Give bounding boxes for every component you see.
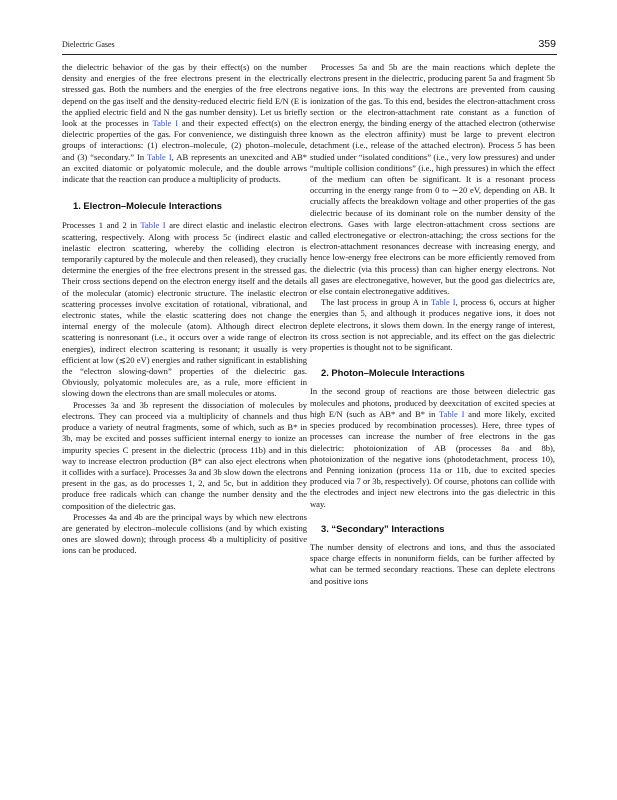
paragraph-text: , process 6, occurs at higher energies than 5, and although it produces negative ions, it does not deplete electrons, it slows them down. In the energy range of interest, its cross section is not appreciable, and its effect on the gas dielectric properties is thought not to be significant. xyxy=(310,297,555,353)
left-column xyxy=(62,62,307,557)
table-i-link[interactable]: Table I xyxy=(438,408,465,419)
paragraph-text: The last process in group A in xyxy=(321,297,431,308)
paragraph-text: are direct elastic and inelastic electron scattering, respectively. Along with process 5c (indirect elastic and inelastic electron scattering, whereby the colliding electron is temporarily captured by the molecule and then released), they crucially determine the energies of the free electrons present in the stressed gas. Their cross sections depend on the electron energy itself and the details of the molecular (atomic) electronic structure. The inelastic electron scattering processes involve excitation of rotational, vibrational, and electronic states, while the elastic scattering does not change the internal energy of the molecule (atom). Although direct electron scattering is nonresonant (i.e., it occurs over a wide range of electron energies), indirect electron scattering is resonant; it usually is very efficient at low (≲20 eV) energies and rather significant in establishing the “electron slowing-down” properties of the dielectric gas. Obviously, polyatomic molecules are, as a rule, more efficient in slowing down the electrons than are small molecules or atoms. xyxy=(62,220,308,399)
paragraph xyxy=(62,220,307,399)
paragraph-text: and their expected effect(s) on the dielectric properties of the gas. For convenience, we distinguish three groups of interactions: (1) electron–molecule, (2) photon–molecule, and (3) “secondary.” In xyxy=(62,118,307,162)
paragraph-text: , AB represents an unexcited and AB* an excited diatomic or polyatomic molecule, and the double arrows indicate that the reaction can produce a multiplicity of products. xyxy=(62,151,308,185)
spacer xyxy=(62,211,307,220)
table-i-link[interactable]: Table I xyxy=(146,151,172,162)
section-heading-photon-molecule: 2. Photon–Molecule Interactions xyxy=(321,367,465,379)
table-i-link[interactable]: Table I xyxy=(140,220,166,231)
paragraph xyxy=(310,386,555,509)
right-column xyxy=(310,62,555,587)
paragraph xyxy=(62,62,307,185)
spacer xyxy=(310,378,555,386)
spacer xyxy=(310,353,555,367)
section-heading-secondary: 3. “Secondary” Interactions xyxy=(321,522,445,534)
section-heading-electron-molecule: 1. Electron–Molecule Interactions xyxy=(73,200,223,212)
paragraph-text: the dielectric behavior of the gas by their effect(s) on the number density and energies of the free electrons present in the electrically stressed gas. Both the numbers and the energies of the free electrons depend on the gas itself and the density-reduced electric field E/N (E is the applied electric field and N the gas number density). Let us briefly look at the processes in xyxy=(62,62,307,129)
paragraph-text: In the second group of reactions are those between dielectric gas molecules and photons, produced by deexcitation of excited species at high E/N (such as AB* and B* in xyxy=(310,386,555,419)
header-rule xyxy=(62,54,557,55)
running-title: Dielectric Gases xyxy=(62,40,115,49)
table-i-link[interactable]: Table I xyxy=(152,118,179,129)
paragraph: Processes 5a and 5b are the main reactions which deplete the electrons present in the dielectric, producing parent 5a and fragment 5b negative ions. In this way the electrons are prevented from causing ionization of the gas. To this end, besides the electron-attachment cross section or the electron-attachment rate constant as a function of electron energy, the binding energy of the attached electron (otherwise known as the electron affinity) must be large to prevent electron detachment (i.e., release of the attached electron). Process 5 has been studied under “isolated conditions” (i.e., very low pressures) and under “multiple collision conditions” (i.e., high pressures) in which the effect of the medium can often be significant. It is a resonant process occurring in the energy range from 0 to ∼20 eV, depending on AB. It crucially affects the breakdown voltage and other properties of the gas dielectric because of its dominant role on the number density of the electrons. Gases with large electron-attachment cross sections are called electronegative or electron-attaching; the cross sections for the electron-attachment resonances decrease with increasing energy, and hence low-energy free electrons can be more efficiently removed from the dielectric (via this process) than can higher energy electrons. Not all gases are electronegative, however, but the good gas dielectrics are, or else contain electronegative additives. xyxy=(310,62,555,297)
paragraph: Processes 3a and 3b represent the dissociation of molecules by electrons. They can proceed via a multiplicity of channels and thus produce a variety of neutral fragments, some of which, such as B* in 3b, may be excited and posses sufficient internal energy to ionize an impurity species C present in the dielectric (process 11b) and in this way to increase electron production (B* can also eject electrons when it collides with a surface). Processes 3a and 3b slow down the electrons present in the gas, as do processes 1, 2, and 5c, but in addition they produce free radicals which can change the number density and the composition of the dielectric gas. xyxy=(62,399,307,511)
spacer xyxy=(310,534,555,542)
paragraph-text: and more likely, excited species produced by recombination processes). Here, three types of processes can increase the number of free electrons in the gas dielectric: photoionization of AB (processes 8a and 8b), photoionization of the negative ions (photodetachment, process 10), and Penning ionization (process 11a or 11b, due to excited species produced via 7 or 3b, respectively). Of course, photons can collide with the electrodes and inject new electrons into the gas dielectric in this way. xyxy=(310,408,556,509)
table-i-link[interactable]: Table I xyxy=(430,297,456,308)
paragraph-text: Processes 1 and 2 in xyxy=(62,220,141,231)
paragraph xyxy=(310,297,555,353)
spacer xyxy=(310,510,555,523)
paragraph: Processes 4a and 4b are the principal ways by which new electrons are generated by electron–molecule collisions (and by which existing ones are slowed down); through process 4b a multiplicity of positive ions can be produced. xyxy=(62,511,307,556)
page-number: 359 xyxy=(538,38,556,50)
spacer xyxy=(62,185,307,200)
paragraph: The number density of electrons and ions, and thus the associated space charge effects in nonuniform fields, can be further affected by what can be termed secondary reactions. These can deplete electrons and positive ions xyxy=(310,541,555,586)
